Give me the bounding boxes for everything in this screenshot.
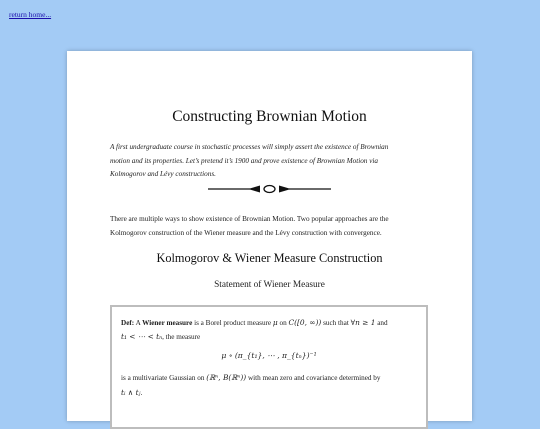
intro-paragraph	[110, 213, 432, 240]
definition-text: is a multivariate Gaussian on	[121, 374, 207, 382]
definition-text: on	[277, 319, 289, 327]
definition-text: A	[134, 319, 143, 327]
abstract-line: A first undergraduate course in stochastic processes will simply assert the existence of Brownian	[110, 143, 389, 151]
abstract	[110, 141, 430, 182]
math-gauss-space: (ℝⁿ, B(ℝⁿ))	[206, 373, 247, 382]
math-forall: ∀n ≥ 1	[350, 318, 376, 327]
definition-line-2	[121, 332, 200, 341]
definition-line-3	[121, 373, 381, 382]
math-mu: μ	[272, 318, 278, 327]
definition-text: such that	[321, 319, 351, 327]
definition-text: is a Borel product measure	[192, 319, 273, 327]
abstract-line: motion and its properties. Let’s pretend it’s 1900 and prove existence of Brownian Motion via	[110, 156, 378, 165]
abstract-line: Kolmogorov and Lévy constructions.	[110, 170, 216, 178]
definition-text: .	[140, 389, 143, 397]
definition-text: with mean zero and covariance determined by	[246, 374, 381, 382]
subsection-heading: Statement of Wiener Measure	[214, 280, 325, 290]
definition-text: , the measure	[162, 333, 201, 341]
definition-term: Wiener measure	[142, 319, 193, 327]
definition-line-1	[121, 318, 388, 327]
math-cov: tᵢ ∧ tⱼ	[121, 388, 141, 397]
intro-line: Kolmogorov construction of the Wiener measure and the Lévy construction with convergence.	[110, 228, 382, 237]
section-heading: Kolmogorov & Wiener Measure Construction	[156, 251, 383, 265]
definition-line-4	[121, 388, 142, 397]
return-home-link[interactable]: return home...	[9, 10, 52, 19]
intro-line: There are multiple ways to show existence of Brownian Motion. Two popular approaches are the	[110, 215, 389, 223]
math-space: C([0, ∞))	[288, 318, 322, 327]
math-formula: μ ∘ (π_{t₁}, ⋯ , π_{tₙ})⁻¹	[221, 351, 317, 360]
ornament-divider-icon	[208, 182, 331, 196]
definition-text: and	[375, 319, 388, 327]
math-order: t₁ < ⋯ < tₙ	[121, 332, 163, 341]
page-title: Constructing Brownian Motion	[172, 108, 367, 125]
definition-box	[110, 305, 428, 429]
definition-prefix: Def:	[121, 319, 135, 327]
article-card	[67, 51, 472, 421]
